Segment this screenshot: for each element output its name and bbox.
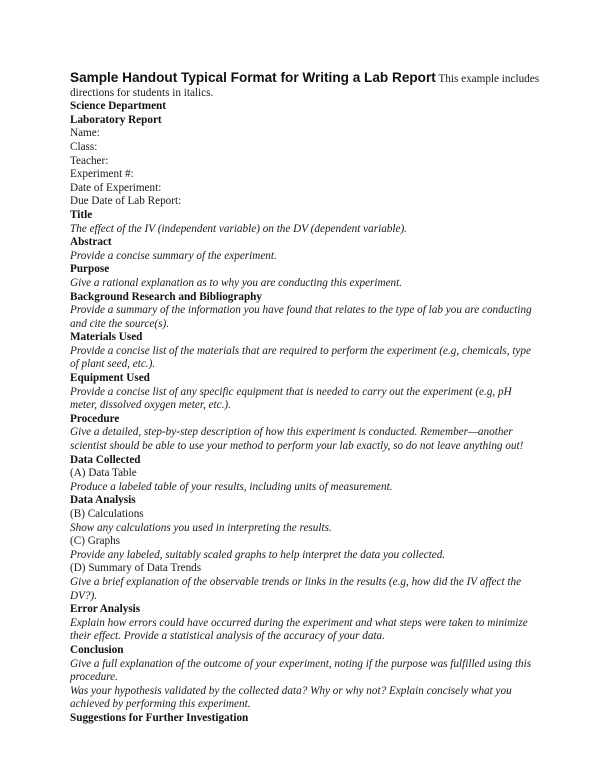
report-type-heading: Laboratory Report [70, 113, 162, 126]
data-analysis-heading: Data Analysis [70, 494, 136, 507]
field-due-date: Due Date of Lab Report: [70, 195, 182, 208]
field-teacher: Teacher: [70, 154, 109, 167]
graphs-label: (C) Graphs [70, 535, 121, 548]
data-table-label: (A) Data Table [70, 467, 137, 480]
equipment-text: Provide a concise list of any specific equipment that is needed to carry out the experiment (e.g, pH meter, dissolved oxygen meter, etc.). [70, 385, 512, 412]
purpose-text: Give a rational explanation as to why you are conducting this experiment. [70, 276, 403, 289]
graphs-text: Provide any labeled, suitably scaled graphs to help interpret the data you collected. [70, 548, 446, 561]
document-title-block [70, 71, 540, 100]
field-experiment-number: Experiment #: [70, 168, 134, 181]
department-heading: Science Department [70, 100, 166, 113]
error-analysis-text: Explain how errors could have occurred during the experiment and what steps were taken to minimize their effect. Provide a statistical analysis of the accuracy of your data. [70, 616, 528, 643]
field-date-of-experiment: Date of Experiment: [70, 181, 162, 194]
abstract-heading: Abstract [70, 236, 112, 249]
materials-heading: Materials Used [70, 331, 143, 344]
title-note: This example includes directions for students in italics. [70, 73, 540, 99]
materials-text: Provide a concise list of the materials that are required to perform the experiment (e.g, chemicals, type of plant seed, etc.). [70, 344, 531, 371]
conclusion-text-1: Give a full explanation of the outcome of your experiment, noting if the purpose was fulfilled using this procedure. [70, 657, 532, 684]
abstract-text: Provide a concise summary of the experiment. [70, 249, 277, 262]
field-class: Class: [70, 140, 98, 153]
calculations-text: Show any calculations you used in interpreting the results. [70, 521, 332, 534]
further-investigation-heading: Suggestions for Further Investigation [70, 711, 249, 724]
procedure-text: Give a detailed, step-by-step description of how this experiment is conducted. Remember—another scientist should be able to use your method to perform your lab exactly, so do not leave anything out! [70, 426, 524, 453]
equipment-heading: Equipment Used [70, 372, 150, 385]
background-heading: Background Research and Bibliography [70, 290, 262, 303]
conclusion-heading: Conclusion [70, 643, 124, 656]
document-page [70, 71, 540, 726]
purpose-heading: Purpose [70, 263, 110, 276]
title-section-heading: Title [70, 208, 93, 221]
title-section-text: The effect of the IV (independent variable) on the DV (dependent variable). [70, 222, 407, 235]
document-title: Sample Handout Typical Format for Writing a Lab Report [70, 70, 436, 85]
data-collected-heading: Data Collected [70, 453, 141, 466]
trends-label: (D) Summary of Data Trends [70, 562, 202, 575]
conclusion-text-2: Was your hypothesis validated by the collected data? Why or why not? Explain concisely what you achieved by performing this experiment. [70, 684, 512, 711]
calculations-label: (B) Calculations [70, 508, 144, 520]
error-analysis-heading: Error Analysis [70, 603, 141, 616]
procedure-heading: Procedure [70, 412, 120, 425]
trends-text: Give a brief explanation of the observable trends or links in the results (e.g, how did the IV affect the DV?). [70, 575, 522, 602]
data-table-text: Produce a labeled table of your results, including units of measurement. [70, 480, 393, 493]
background-text: Provide a summary of the information you have found that relates to the type of lab you are conducting and cite the source(s). [70, 304, 532, 330]
field-name: Name: [70, 127, 100, 140]
